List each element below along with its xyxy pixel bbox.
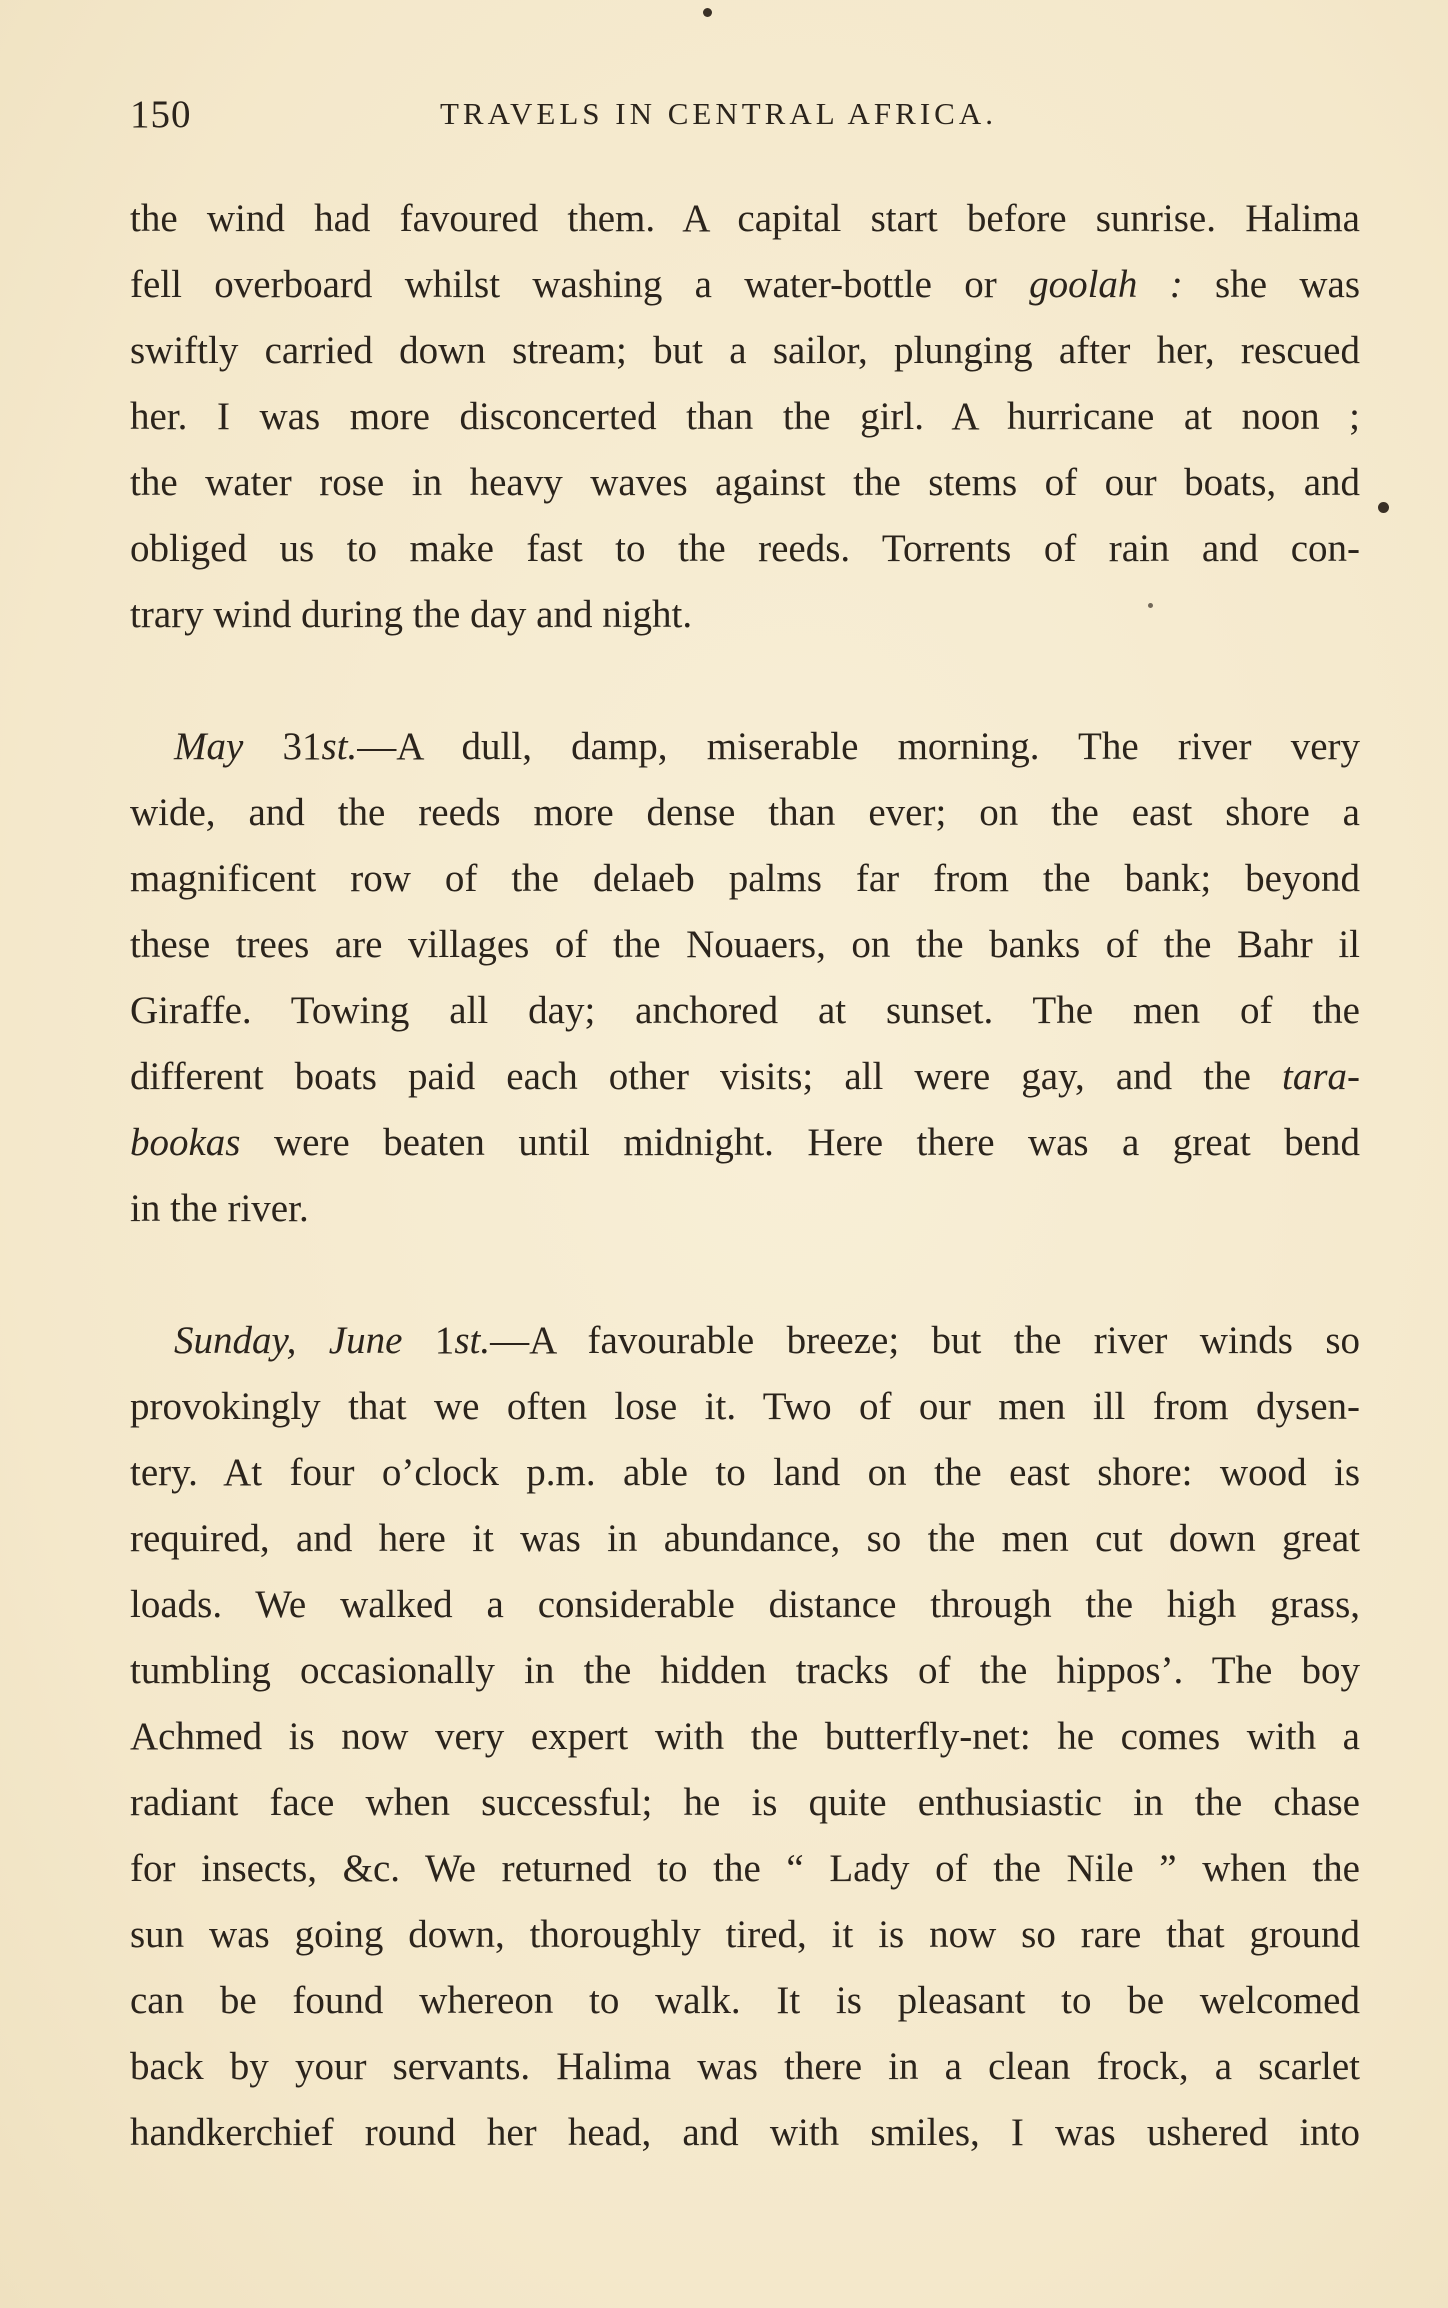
page-header — [130, 92, 1360, 142]
italic-word: bookas — [130, 1121, 241, 1164]
text-line: loads. We walked a considerable distance through the high grass, — [130, 1583, 1360, 1626]
text-line: different boats paid each other visits; all were gay, and the tara- — [130, 1055, 1360, 1098]
text-line: wide, and the reeds more dense than ever; on the east shore a — [130, 791, 1360, 834]
ink-speck — [703, 8, 712, 17]
text-line: swiftly carried down stream; but a sailor, plunging after her, rescued — [130, 329, 1360, 372]
text-line: can be found whereon to walk. It is pleasant to be welcomed — [130, 1979, 1360, 2022]
italic-word: goolah : — [1029, 263, 1183, 306]
text-line: obliged us to make fast to the reeds. Torrents of rain and con- — [130, 527, 1360, 570]
text-line: bookas were beaten until midnight. Here there was a great bend — [130, 1121, 1360, 1164]
text-line: tery. At four o’clock p.m. able to land on the east shore: wood is — [130, 1451, 1360, 1494]
text-line: trary wind during the day and night. — [130, 593, 693, 636]
text-line: Achmed is now very expert with the butterfly-net: he comes with a — [130, 1715, 1360, 1758]
text-line: these trees are villages of the Nouaers, on the banks of the Bahr il — [130, 923, 1360, 966]
text-line: the wind had favoured them. A capital start before sunrise. Halima — [130, 197, 1360, 240]
date-month: May — [174, 725, 244, 768]
body-text — [130, 186, 1360, 2166]
text-line: for insects, &c. We returned to the “ Lady of the Nile ” when the — [130, 1847, 1360, 1890]
date-heading: Sunday, June — [174, 1319, 403, 1362]
page-number: 150 — [130, 93, 192, 136]
text-line: her. I was more disconcerted than the girl. A hurricane at noon ; — [130, 395, 1360, 438]
text-line: the water rose in heavy waves against the stems of our boats, and — [130, 461, 1360, 504]
running-title: TRAVELS IN CENTRAL AFRICA. — [440, 96, 997, 131]
text-line: fell overboard whilst washing a water-bottle or goolah : she was — [130, 263, 1361, 306]
paragraph — [130, 714, 1360, 1242]
text-line: provokingly that we often lose it. Two of our men ill from dysen- — [130, 1385, 1360, 1428]
text-line: Sunday, June 1st.—A favourable breeze; but the river winds so — [174, 1319, 1361, 1362]
text-line: tumbling occasionally in the hidden tracks of the hippos’. The boy — [130, 1649, 1360, 1692]
paragraph — [130, 1308, 1360, 2166]
text-line: handkerchief round her head, and with smiles, I was ushered into — [130, 2111, 1360, 2154]
text-line: May 31st.—A dull, damp, miserable morning. The river very — [174, 725, 1360, 768]
paragraph — [130, 186, 1360, 648]
italic-word: tara- — [1282, 1055, 1360, 1098]
text-line: in the river. — [130, 1187, 309, 1230]
text-line: sun was going down, thoroughly tired, it is now so rare that ground — [130, 1913, 1360, 1956]
ink-speck — [1378, 502, 1389, 513]
text-line: magnificent row of the delaeb palms far from the bank; beyond — [130, 857, 1360, 900]
text-line: radiant face when successful; he is quite enthusiastic in the chase — [130, 1781, 1360, 1824]
text-line: back by your servants. Halima was there in a clean frock, a scarlet — [130, 2045, 1360, 2088]
text-line: required, and here it was in abundance, so the men cut down great — [130, 1517, 1360, 1560]
text-line: Giraffe. Towing all day; anchored at sunset. The men of the — [130, 989, 1360, 1032]
